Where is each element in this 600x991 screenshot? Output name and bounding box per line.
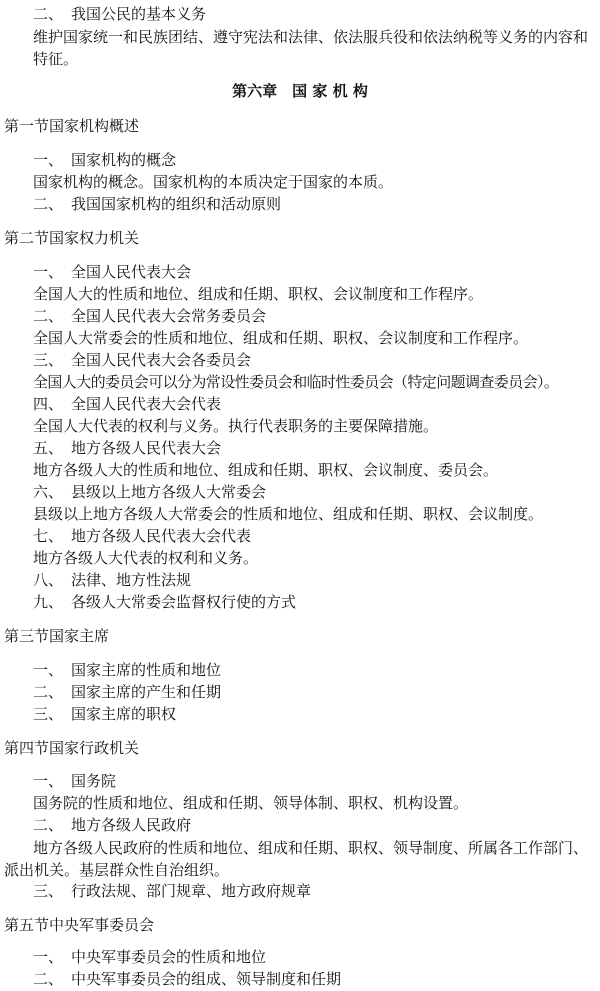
paragraph: 全国人大的性质和地位、组成和任期、职权、会议制度和工作程序。	[33, 285, 484, 303]
item-text: 县级以上地方各级人大常委会	[71, 483, 267, 501]
item-text: 国务院	[71, 772, 117, 790]
item-number: 三、	[33, 351, 64, 369]
item-number: 二、	[33, 683, 64, 701]
item-text: 地方各级人民代表大会	[71, 439, 222, 457]
item-text: 中央军事委员会的性质和地位	[71, 948, 267, 966]
item-text: 全国人民代表大会常务委员会	[71, 307, 267, 325]
item-text: 国家机构的概念	[71, 151, 177, 169]
list-item	[0, 194, 600, 214]
paragraph: 地方各级人大代表的权利和义务。	[33, 549, 259, 567]
item-number: 一、	[33, 772, 64, 790]
item-number: 二、	[33, 970, 64, 988]
item-text: 中央军事委员会的组成、领导制度和任期	[71, 970, 342, 988]
paragraph: 地方各级人大的性质和地位、组成和任期、职权、会议制度、委员会。	[33, 461, 499, 479]
paragraph: 全国人大代表的权利与义务。执行代表职务的主要保障措施。	[33, 417, 439, 435]
item-number: 一、	[33, 263, 64, 281]
item-text: 行政法规、部门规章、地方政府规章	[71, 882, 312, 900]
item-number: 三、	[33, 705, 64, 723]
list-item	[0, 306, 600, 326]
list-item	[0, 771, 600, 791]
item-number: 六、	[33, 483, 64, 501]
item-number: 四、	[33, 395, 64, 413]
section-title: 第三节国家主席	[4, 627, 110, 645]
chapter-title: 第六章 国 家 机 构	[232, 82, 368, 100]
item-number: 二、	[33, 5, 64, 23]
item-number: 二、	[33, 816, 64, 834]
list-item	[0, 150, 600, 170]
list-item	[0, 682, 600, 702]
item-number: 一、	[33, 661, 64, 679]
item-text: 国家主席的产生和任期	[71, 683, 222, 701]
list-item	[0, 704, 600, 724]
list-item	[0, 660, 600, 680]
paragraph: 全国人大的委员会可以分为常设性委员会和临时性委员会（特定问题调查委员会）。	[33, 373, 559, 391]
list-item	[0, 526, 600, 546]
section-title: 第二节国家权力机关	[4, 229, 140, 247]
list-item	[0, 592, 600, 612]
paragraph: 国务院的性质和地位、组成和任期、领导体制、职权、机构设置。	[33, 794, 469, 812]
list-item	[0, 881, 600, 901]
item-text: 全国人民代表大会各委员会	[71, 351, 252, 369]
paragraph: 地方各级人民政府的性质和地位、组成和任期、职权、领导制度、所属各工作部门、派出机关。基层群众性自治组织。	[4, 839, 589, 879]
item-number: 五、	[33, 439, 64, 457]
item-text: 我国公民的基本义务	[71, 5, 207, 23]
item-number: 三、	[33, 882, 64, 900]
list-item	[0, 815, 600, 835]
item-text: 国家主席的性质和地位	[71, 661, 222, 679]
section-title: 第四节国家行政机关	[4, 739, 140, 757]
list-item	[0, 969, 600, 989]
item-text: 地方各级人民代表大会代表	[71, 527, 252, 545]
list-item	[0, 570, 600, 590]
list-item	[0, 482, 600, 502]
list-item	[0, 438, 600, 458]
item-text: 各级人大常委会监督权行使的方式	[71, 593, 297, 611]
list-item	[0, 947, 600, 967]
section-title: 第一节国家机构概述	[4, 117, 140, 135]
item-number: 一、	[33, 151, 64, 169]
paragraph: 国家机构的概念。国家机构的本质决定于国家的本质。	[33, 173, 394, 191]
item-number: 一、	[33, 948, 64, 966]
item-text: 地方各级人民政府	[71, 816, 192, 834]
list-item	[0, 4, 600, 24]
item-number: 二、	[33, 307, 64, 325]
paragraph: 县级以上地方各级人大常委会的性质和地位、组成和任期、职权、会议制度。	[33, 505, 544, 523]
list-item	[0, 262, 600, 282]
item-number: 二、	[33, 195, 64, 213]
section-title: 第五节中央军事委员会	[4, 916, 155, 934]
item-text: 法律、地方性法规	[71, 571, 192, 589]
item-text: 国家主席的职权	[71, 705, 177, 723]
item-number: 七、	[33, 527, 64, 545]
list-item	[0, 394, 600, 414]
list-item	[0, 350, 600, 370]
item-number: 九、	[33, 593, 64, 611]
item-text: 全国人民代表大会	[71, 263, 192, 281]
item-text: 全国人民代表大会代表	[71, 395, 222, 413]
item-text: 我国国家机构的组织和活动原则	[71, 195, 282, 213]
item-number: 八、	[33, 571, 64, 589]
paragraph: 全国人大常委会的性质和地位、组成和任期、职权、会议制度和工作程序。	[33, 329, 529, 347]
paragraph: 维护国家统一和民族团结、遵守宪法和法律、依法服兵役和依法纳税等义务的内容和特征。	[33, 28, 589, 68]
